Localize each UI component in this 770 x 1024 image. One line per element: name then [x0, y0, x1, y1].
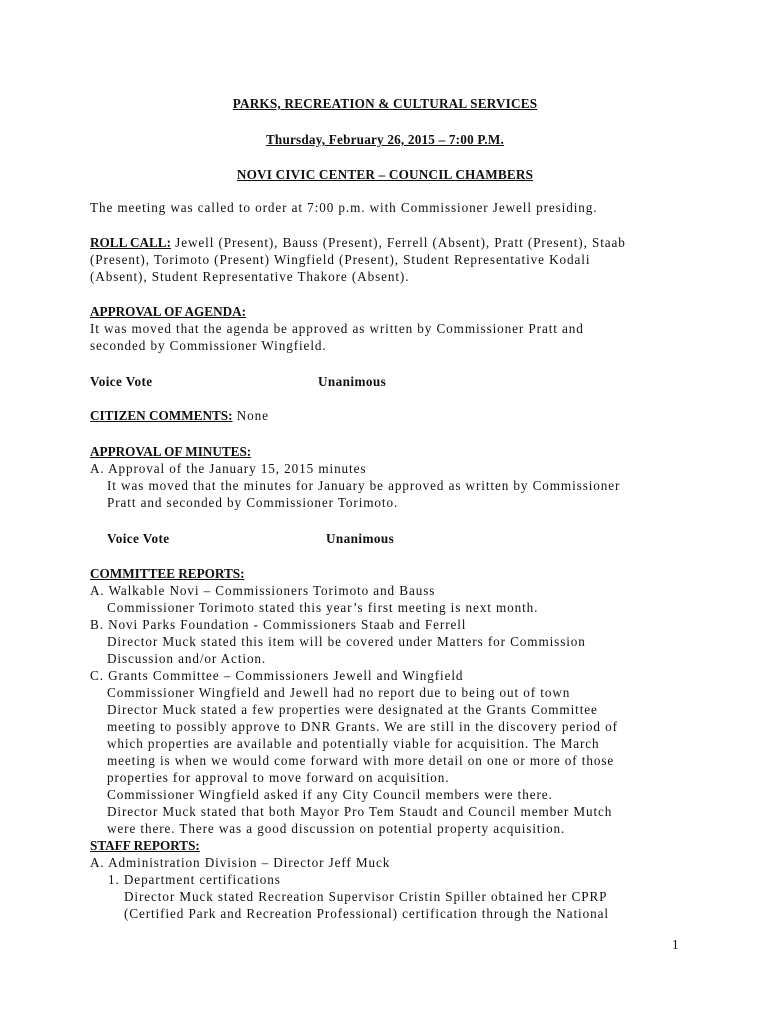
- meeting-date: Thursday, February 26, 2015 – 7:00 P.M.: [265, 132, 505, 147]
- committee-line: Director Muck stated that both Mayor Pro Tem Staudt and Council member Mutch: [107, 804, 613, 819]
- page-number: 1: [672, 937, 679, 952]
- committee-line: A. Walkable Novi – Commissioners Torimoto and Bauss: [90, 583, 436, 598]
- minutes-line-1: It was moved that the minutes for January be approved as written by Commissioner: [107, 478, 621, 493]
- roll-call-label: ROLL CALL:: [90, 235, 171, 250]
- agenda-vote-result: Unanimous: [318, 374, 387, 389]
- committee-line: properties for approval to move forward on acquisition.: [107, 770, 450, 785]
- staff-line: A. Administration Division – Director Jeff Muck: [90, 855, 391, 870]
- roll-call-line-1: [90, 234, 626, 251]
- agenda-line-1: It was moved that the agenda be approved as written by Commissioner Pratt and: [90, 321, 584, 336]
- staff-line: 1. Department certifications: [108, 872, 281, 887]
- committee-line: which properties are available and potentially viable for acquisition. The March: [107, 736, 600, 751]
- committee-line: Director Muck stated a few properties were designated at the Grants Committee: [107, 702, 598, 717]
- minutes-item: A. Approval of the January 15, 2015 minutes: [90, 461, 367, 476]
- committee-line: meeting is when we would come forward with more detail on one or more of those: [107, 753, 615, 768]
- citizen-comments: [90, 407, 269, 424]
- committee-line: Commissioner Wingfield and Jewell had no report due to being out of town: [107, 685, 571, 700]
- committee-heading: COMMITTEE REPORTS:: [90, 566, 245, 581]
- roll-call-line-3: (Absent), Student Representative Thakore (Absent).: [90, 269, 410, 284]
- committee-line: were there. There was a good discussion on potential property acquisition.: [107, 821, 566, 836]
- citizen-comments-label: CITIZEN COMMENTS:: [90, 408, 233, 423]
- committee-line: meeting to possibly approve to DNR Grants. We are still in the discovery period of: [107, 719, 618, 734]
- committee-line: Commissioner Wingfield asked if any City Council members were there.: [107, 787, 553, 802]
- staff-heading: STAFF REPORTS:: [90, 838, 200, 853]
- committee-line: Discussion and/or Action.: [107, 651, 267, 666]
- committee-line: C. Grants Committee – Commissioners Jewell and Wingfield: [90, 668, 464, 683]
- roll-call-line-2: (Present), Torimoto (Present) Wingfield (Present), Student Representative Kodali: [90, 252, 591, 267]
- minutes-heading: APPROVAL OF MINUTES:: [90, 444, 252, 459]
- meeting-location: NOVI CIVIC CENTER – COUNCIL CHAMBERS: [236, 167, 534, 182]
- staff-line: Director Muck stated Recreation Supervisor Cristin Spiller obtained her CPRP: [124, 889, 608, 904]
- agenda-line-2: seconded by Commissioner Wingfield.: [90, 338, 327, 353]
- staff-line: (Certified Park and Recreation Professional) certification through the National: [124, 906, 609, 921]
- agenda-heading: APPROVAL OF AGENDA:: [90, 304, 247, 319]
- committee-line: Director Muck stated this item will be covered under Matters for Commission: [107, 634, 586, 649]
- roll-call-text-1: Jewell (Present), Bauss (Present), Ferrell (Absent), Pratt (Present), Staab: [170, 235, 626, 250]
- opening-statement: The meeting was called to order at 7:00 p.m. with Commissioner Jewell presiding.: [90, 200, 598, 215]
- doc-title: PARKS, RECREATION & CULTURAL SERVICES: [232, 96, 538, 111]
- minutes-vote-result: Unanimous: [326, 531, 395, 546]
- minutes-line-2: Pratt and seconded by Commissioner Torimoto.: [107, 495, 399, 510]
- citizen-comments-value: None: [232, 408, 269, 423]
- minutes-vote-label: Voice Vote: [107, 531, 170, 546]
- committee-line: Commissioner Torimoto stated this year’s first meeting is next month.: [107, 600, 539, 615]
- committee-line: B. Novi Parks Foundation - Commissioners Staab and Ferrell: [90, 617, 467, 632]
- agenda-vote-label: Voice Vote: [90, 374, 153, 389]
